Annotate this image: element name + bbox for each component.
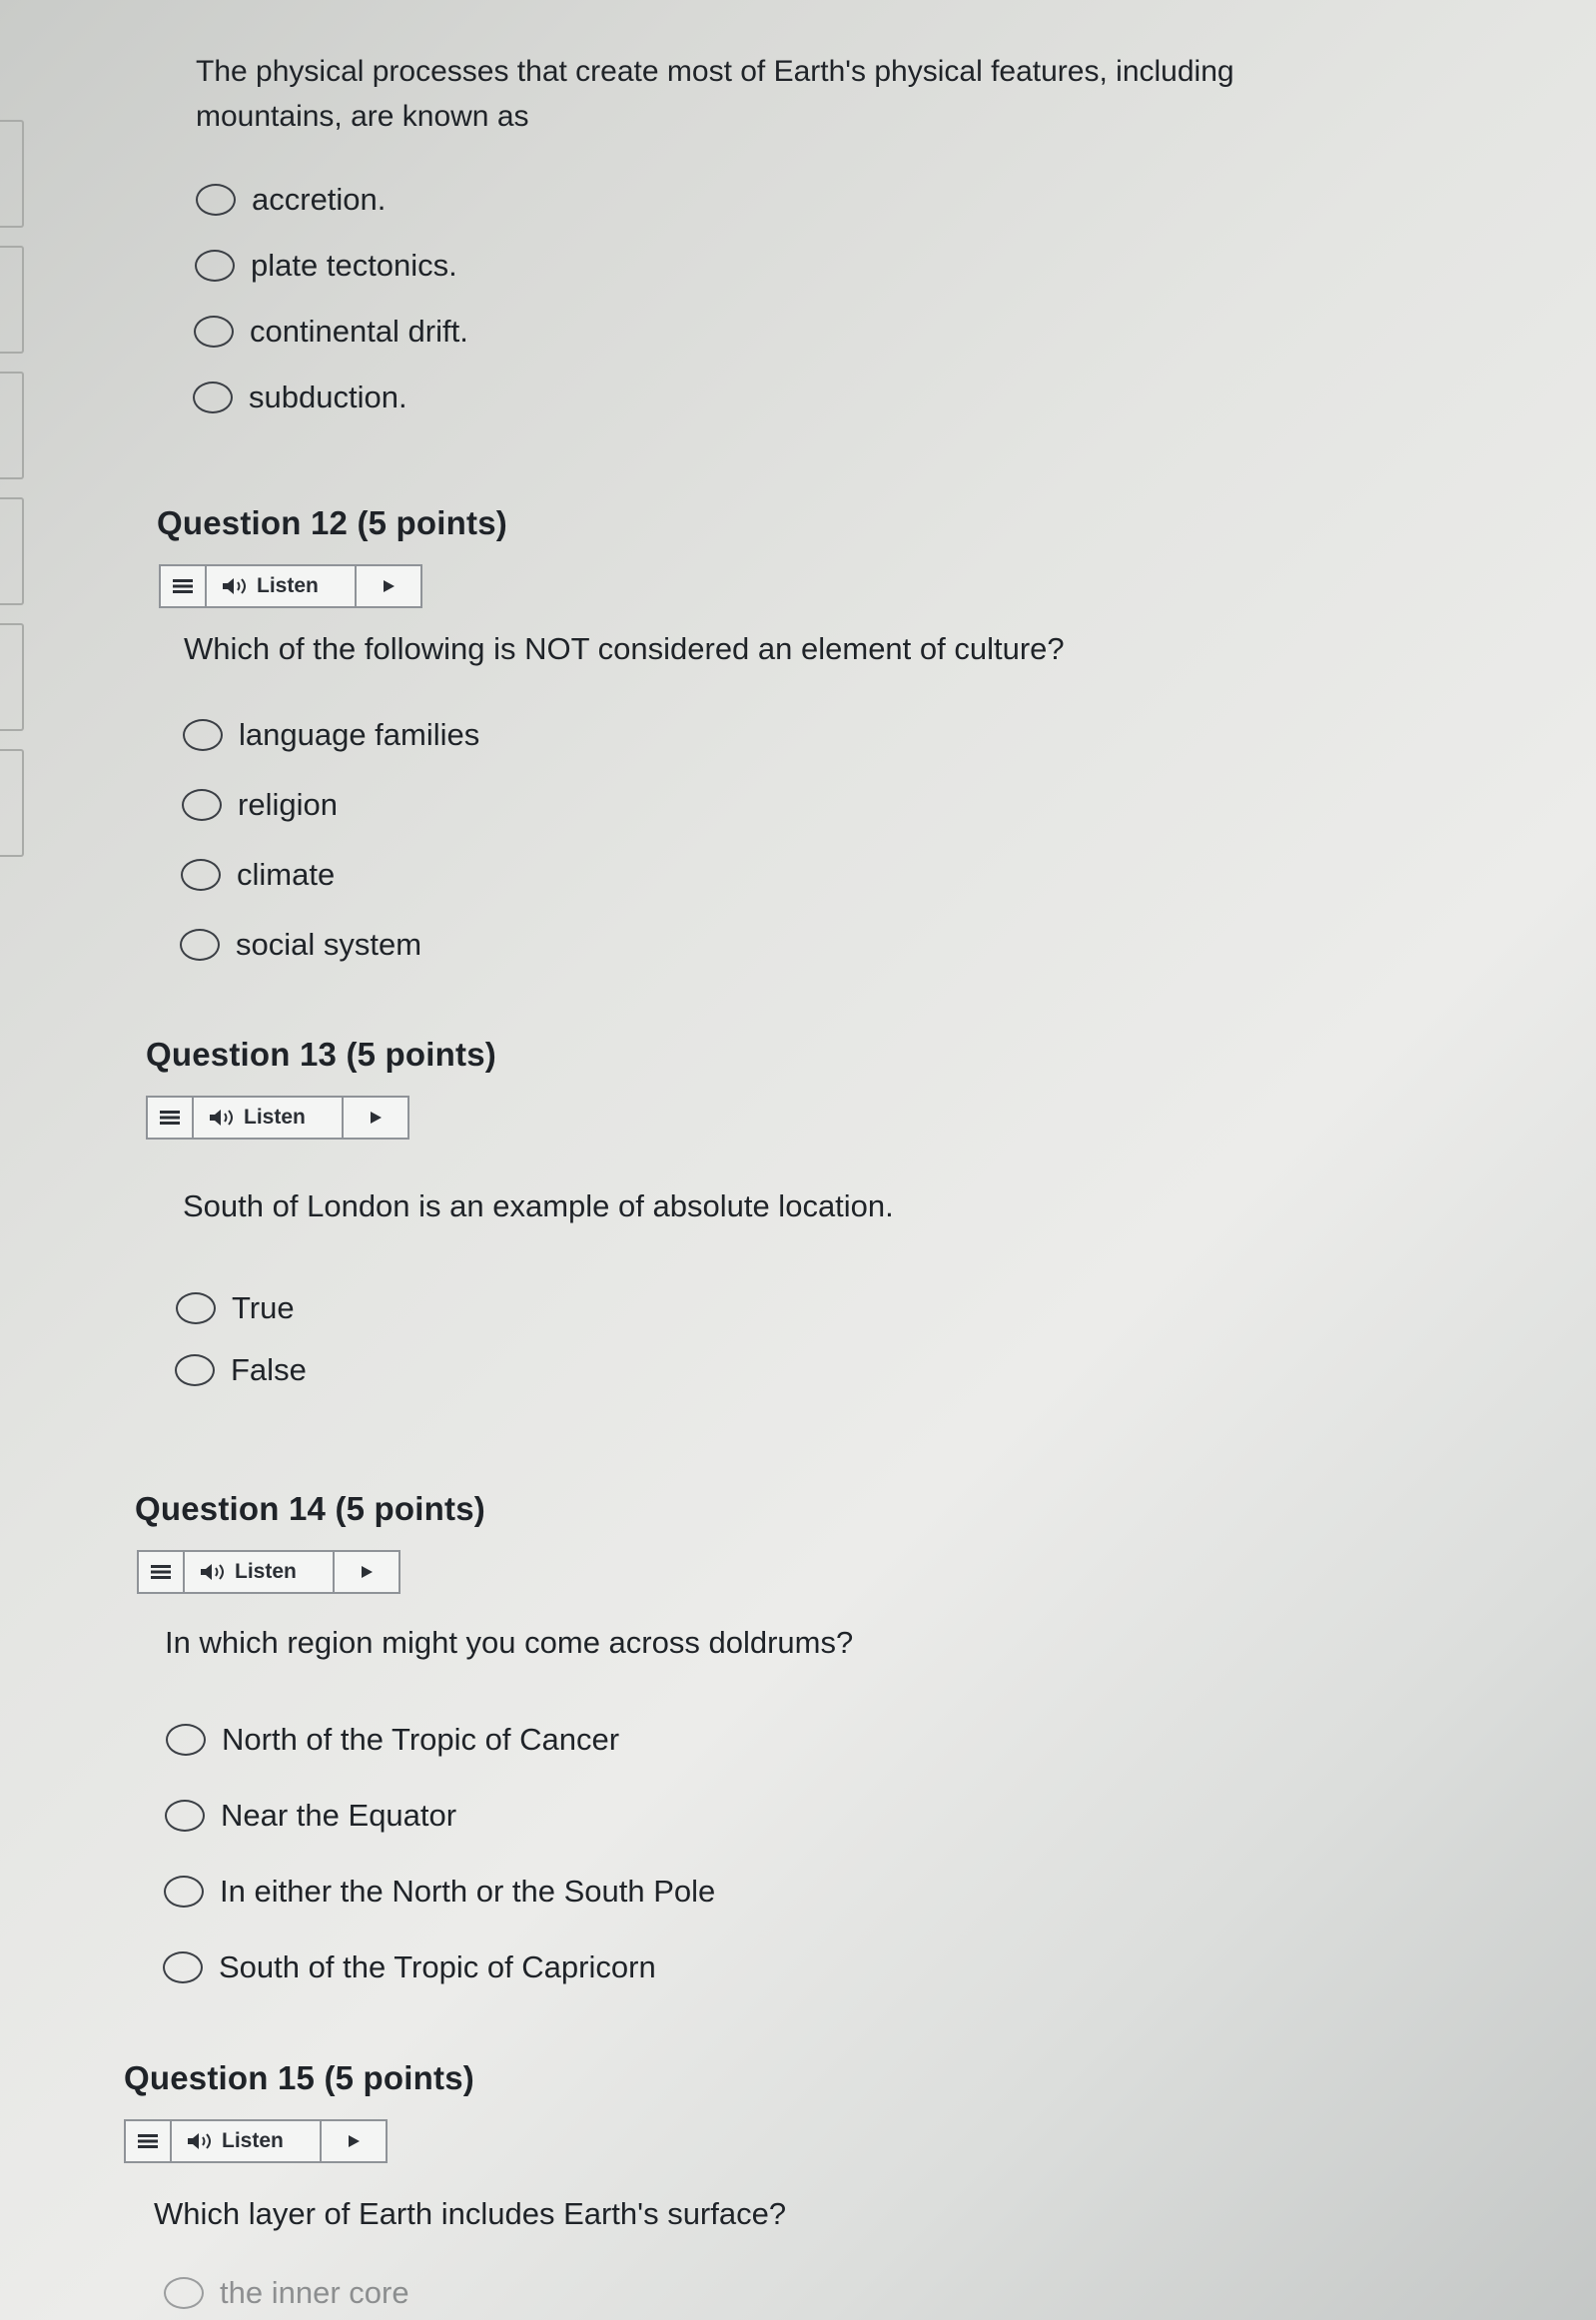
listen-menu-button[interactable] xyxy=(148,1098,194,1138)
question-prompt-line-2: mountains, are known as xyxy=(196,99,529,133)
option-label: plate tectonics. xyxy=(251,248,457,283)
option-label: the inner core xyxy=(220,2274,409,2310)
speaker-icon xyxy=(186,2131,214,2151)
question-14 xyxy=(135,1490,1433,2005)
play-button[interactable] xyxy=(333,1552,399,1592)
question-prompt: In which region might you come across doldrums? xyxy=(165,1625,854,1660)
left-edge-marks xyxy=(0,120,26,879)
option-label: subduction. xyxy=(249,380,407,414)
answer-options xyxy=(164,2273,1422,2313)
question-11 xyxy=(196,52,1494,430)
option-label: social system xyxy=(236,926,422,962)
listen-menu-button[interactable] xyxy=(126,2121,172,2161)
radio-button[interactable] xyxy=(175,1354,215,1386)
speaker-icon xyxy=(208,1108,236,1128)
play-button[interactable] xyxy=(355,566,420,606)
listen-button[interactable] xyxy=(185,1552,333,1592)
radio-button[interactable] xyxy=(195,250,235,282)
play-icon xyxy=(359,1564,375,1580)
hamburger-menu-icon xyxy=(160,1111,180,1125)
answer-options xyxy=(176,1277,1444,1401)
hamburger-menu-icon xyxy=(138,2134,158,2148)
answer-option[interactable] xyxy=(163,1930,1433,2005)
answer-option[interactable] xyxy=(165,1778,1433,1854)
radio-button[interactable] xyxy=(164,1876,204,1908)
question-title: Question 14 (5 points) xyxy=(135,1490,485,1527)
radio-button[interactable] xyxy=(181,859,221,891)
listen-menu-button[interactable] xyxy=(139,1552,185,1592)
option-label: In either the North or the South Pole xyxy=(220,1873,716,1909)
radio-button[interactable] xyxy=(176,1292,216,1324)
answer-options xyxy=(183,700,1455,980)
option-label: Near the Equator xyxy=(221,1797,457,1833)
answer-option[interactable] xyxy=(183,700,1455,770)
listen-label: Listen xyxy=(222,2129,284,2152)
radio-button[interactable] xyxy=(166,1724,206,1756)
radio-button[interactable] xyxy=(194,316,234,348)
radio-button[interactable] xyxy=(182,789,222,821)
radio-button[interactable] xyxy=(193,382,233,413)
speaker-icon xyxy=(221,576,249,596)
answer-option[interactable] xyxy=(195,233,1494,299)
question-prompt: The physical processes that create most of Earth's physical features, including xyxy=(196,55,1234,88)
option-label: climate xyxy=(237,856,336,892)
option-label: South of the Tropic of Capricorn xyxy=(219,1948,656,1984)
answer-option[interactable] xyxy=(194,299,1494,365)
radio-button[interactable] xyxy=(180,929,220,961)
radio-button[interactable] xyxy=(183,719,223,751)
question-12 xyxy=(157,504,1455,980)
hamburger-menu-icon xyxy=(151,1565,171,1579)
listen-button[interactable] xyxy=(207,566,355,606)
listen-toolbar xyxy=(146,1096,409,1140)
question-15 xyxy=(124,2059,1422,2313)
answer-options xyxy=(166,1702,1433,2005)
question-title: Question 13 (5 points) xyxy=(146,1036,496,1073)
radio-button[interactable] xyxy=(163,1951,203,1983)
listen-toolbar xyxy=(124,2119,388,2163)
listen-label: Listen xyxy=(257,574,319,597)
answer-option[interactable] xyxy=(193,365,1494,430)
question-prompt: Which layer of Earth includes Earth's surface? xyxy=(154,2196,787,2231)
option-label: religion xyxy=(238,786,338,822)
question-title: Question 12 (5 points) xyxy=(157,504,507,541)
hamburger-menu-icon xyxy=(173,579,193,593)
answer-option[interactable] xyxy=(196,167,1494,233)
listen-label: Listen xyxy=(235,1560,297,1583)
answer-option[interactable] xyxy=(175,1339,1444,1401)
listen-toolbar xyxy=(137,1550,400,1594)
option-label: North of the Tropic of Cancer xyxy=(222,1721,620,1757)
listen-label: Listen xyxy=(244,1106,306,1129)
option-label: accretion. xyxy=(252,182,387,217)
question-title: Question 15 (5 points) xyxy=(124,2059,474,2096)
listen-button[interactable] xyxy=(194,1098,342,1138)
question-prompt: South of London is an example of absolute location. xyxy=(183,1188,894,1223)
question-prompt: Which of the following is NOT considered an element of culture? xyxy=(184,631,1065,666)
answer-option[interactable] xyxy=(180,910,1455,980)
option-label: True xyxy=(232,1289,295,1325)
answer-option[interactable] xyxy=(164,2273,1422,2313)
play-button[interactable] xyxy=(320,2121,386,2161)
play-icon xyxy=(381,578,397,594)
play-button[interactable] xyxy=(342,1098,407,1138)
answer-option[interactable] xyxy=(181,840,1455,910)
answer-option[interactable] xyxy=(182,770,1455,840)
radio-button[interactable] xyxy=(164,2277,204,2309)
speaker-icon xyxy=(199,1562,227,1582)
option-label: False xyxy=(231,1351,307,1387)
play-icon xyxy=(368,1110,384,1126)
listen-toolbar xyxy=(159,564,422,608)
listen-menu-button[interactable] xyxy=(161,566,207,606)
answer-option[interactable] xyxy=(166,1702,1433,1778)
answer-options xyxy=(196,167,1494,430)
option-label: language families xyxy=(239,716,480,752)
option-label: continental drift. xyxy=(250,314,468,349)
listen-button[interactable] xyxy=(172,2121,320,2161)
answer-option[interactable] xyxy=(164,1854,1433,1930)
radio-button[interactable] xyxy=(165,1800,205,1832)
play-icon xyxy=(346,2133,362,2149)
radio-button[interactable] xyxy=(196,184,236,216)
answer-option[interactable] xyxy=(176,1277,1444,1339)
question-13 xyxy=(146,1036,1444,1401)
